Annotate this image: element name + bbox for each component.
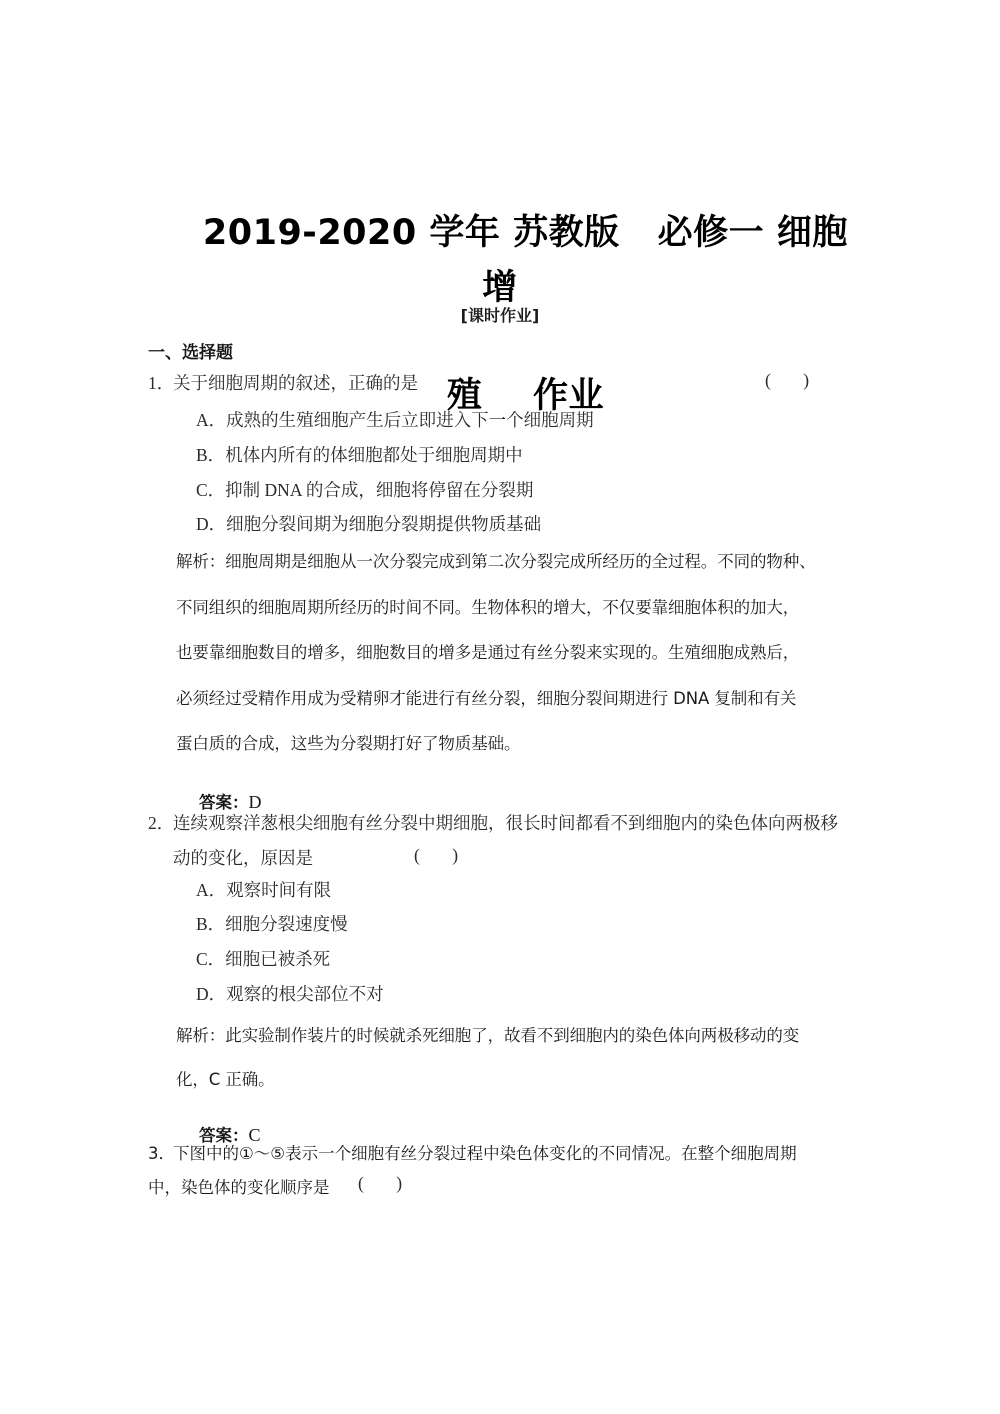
question-1-option-c[interactable]: C．抑制 DNA 的合成，细胞将停留在分裂期 bbox=[196, 480, 534, 500]
question-2-answer-label: 答案： bbox=[198, 1126, 249, 1145]
question-1-analysis-line-1: 解析：细胞周期是细胞从一次分裂完成到第二次分裂完成所经历的全过程。不同的物种、 bbox=[176, 552, 816, 571]
question-2-analysis-line-1: 解析：此实验制作装片的时候就杀死细胞了，故看不到细胞内的染色体向两极移动的变 bbox=[176, 1026, 800, 1045]
question-1-analysis-line-5: 蛋白质的合成，这些为分裂期打好了物质基础。 bbox=[176, 734, 521, 753]
question-1-analysis-line-2: 不同组织的细胞周期所经历的时间不同。生物体积的增大，不仅要靠细胞体积的加大， bbox=[176, 598, 800, 617]
title-line-2: 殖 作业 bbox=[446, 376, 604, 416]
question-1-option-b[interactable]: B．机体内所有的体细胞都处于细胞周期中 bbox=[196, 445, 523, 465]
question-2-analysis-line-2: 化，C 正确。 bbox=[176, 1070, 275, 1089]
question-1-option-a[interactable]: A．成熟的生殖细胞产生后立即进入下一个细胞周期 bbox=[196, 410, 594, 430]
question-2-option-d[interactable]: D．观察的根尖部位不对 bbox=[196, 984, 384, 1004]
section-heading-multiple-choice: 一、选择题 bbox=[148, 343, 233, 363]
question-2-stem-line-2: 动的变化，原因是 bbox=[173, 848, 313, 868]
question-1-answer-value: D bbox=[248, 792, 262, 812]
question-1-answer-label: 答案： bbox=[198, 793, 249, 812]
question-1-stem: 关于细胞周期的叙述，正确的是 bbox=[173, 373, 418, 393]
question-1-option-d[interactable]: D．细胞分裂间期为细胞分裂期提供物质基础 bbox=[196, 514, 542, 534]
question-2-option-b[interactable]: B．细胞分裂速度慢 bbox=[196, 914, 348, 934]
question-1-analysis-line-4: 必须经过受精作用成为受精卵才能进行有丝分裂，细胞分裂间期进行 DNA 复制和有关 bbox=[176, 689, 797, 708]
title-line-1: 2019-2020 学年 苏教版 必修一 细胞增 bbox=[202, 213, 848, 308]
question-1-analysis-line-3: 也要靠细胞数目的增多，细胞数目的增多是通过有丝分裂来实现的。生殖细胞成熟后， bbox=[176, 643, 800, 662]
question-3-stem-line-1: 下图中的①～⑤表示一个细胞有丝分裂过程中染色体变化的不同情况。在整个细胞周期 bbox=[173, 1144, 797, 1163]
question-2-answer-value: C bbox=[248, 1125, 261, 1145]
question-3-answer-blank[interactable]: ( ) bbox=[358, 1173, 417, 1193]
question-2-answer-blank[interactable]: ( ) bbox=[414, 845, 473, 865]
question-2-stem-line-1: 连续观察洋葱根尖细胞有丝分裂中期细胞，很长时间都看不到细胞内的染色体向两极移 bbox=[173, 813, 838, 833]
question-3-number: 3． bbox=[148, 1144, 175, 1163]
subtitle-homework-label: [课时作业] bbox=[460, 306, 540, 325]
question-1-answer-blank[interactable]: ( ) bbox=[765, 370, 824, 390]
question-3-stem-line-2: 中，染色体的变化顺序是 bbox=[148, 1178, 330, 1197]
question-2-option-c[interactable]: C．细胞已被杀死 bbox=[196, 949, 331, 969]
question-2-number: 2． bbox=[148, 813, 175, 833]
question-2-option-a[interactable]: A．观察时间有限 bbox=[196, 880, 332, 900]
question-1-number: 1． bbox=[148, 373, 175, 393]
